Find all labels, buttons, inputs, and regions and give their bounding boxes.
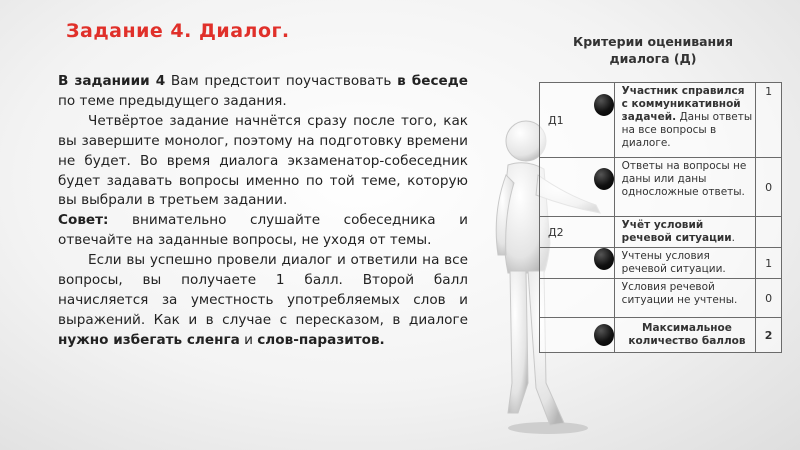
slide-title: Задание 4. Диалог.: [66, 20, 290, 42]
paragraph-1: В заданиии 4 Вам предстоит поучаствовать в беседе по теме предыдущего задания.: [58, 73, 468, 109]
max-score-value: 2: [756, 318, 782, 353]
criteria-table: [539, 82, 782, 353]
paragraph-advice: Совет: внимательно слушайте собеседника и отвечайте на заданные вопросы, не уходя от темы.: [58, 212, 468, 249]
bullet-marker: [594, 248, 614, 270]
criteria-title: Критерии оценивания диалога (Д): [573, 34, 733, 66]
table-row: [540, 318, 782, 353]
bullet-marker: [594, 168, 614, 190]
task-description: [58, 72, 468, 351]
task-number: В заданиии 4: [58, 73, 166, 89]
paragraph-4: Если вы успешно провели диалог и ответили на все вопросы, вы получаете 1 балл. Второй балл начисляется за уместность употребляемых слов и выражений. Как и в случае с пересказом, в диалоге нужно избегать сленга и слов-паразитов.: [58, 252, 468, 348]
bullet-marker: [594, 324, 614, 346]
table-row: Учтены условия речевой ситуации. 1: [540, 248, 782, 279]
paragraph-2: Четвёртое задание начнётся сразу после того, как вы завершите монолог, поэтому на подготовку времени не будет. Во время диалога экзаменатор-собеседник будет задавать вопросы именно по той теме, которую вы выбрали в третьем задании.: [58, 112, 468, 209]
max-score-label: Максимальное количество баллов: [614, 318, 756, 353]
table-row: Условия речевой ситуации не учтены. 0: [540, 279, 782, 318]
table-row: Д1 Участник справился с коммуникативной задачей. Даны ответы на все вопросы в диалоге. 1: [540, 83, 782, 158]
table-row: Ответы на вопросы не даны или даны односложные ответы. 0: [540, 158, 782, 217]
table-row: Д2 Учёт условий речевой ситуации.: [540, 217, 782, 248]
bullet-marker: [594, 94, 614, 116]
